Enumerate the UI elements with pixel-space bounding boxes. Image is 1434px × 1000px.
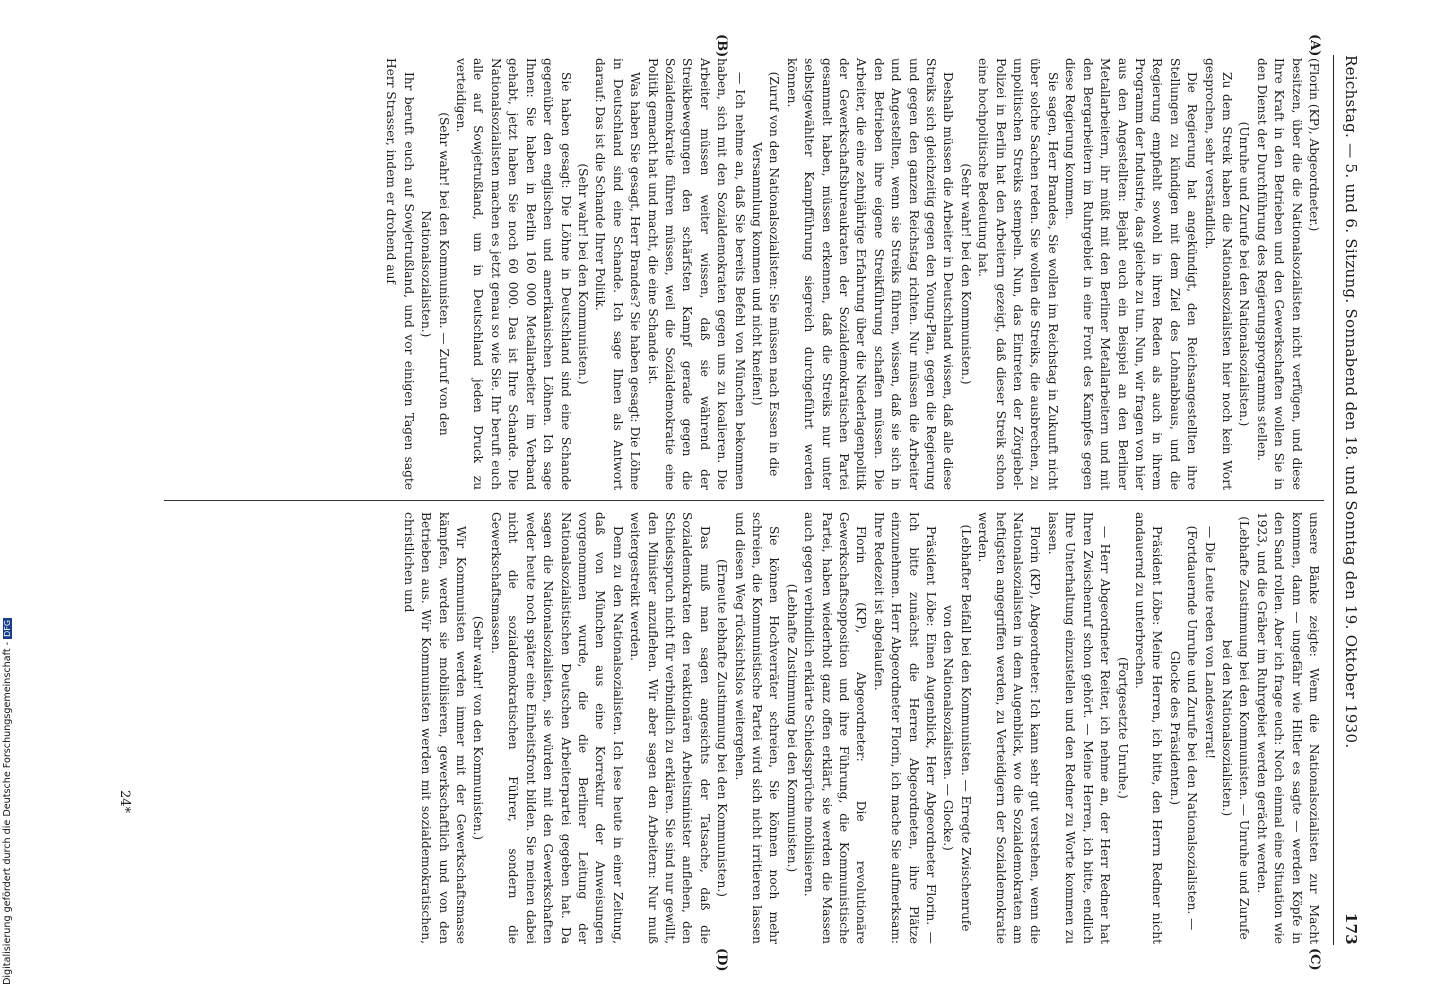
signature-mark: 24* <box>117 790 132 814</box>
paragraph: Sie können Hochverräter schreien, Sie können noch mehr schreien, die Kommunistische Partei wird sich nicht irritieren lassen und diesen Weg rücksichtslos weitergehen. <box>732 512 782 944</box>
paragraph: Das muß man sagen angesichts der Tatsache, daß die Sozialdemokraten den reaktionären Arbeitsminister anflehen, den Schiedsspruch nicht für verbindlich zu erklären. Sie sind nur gewillt, den Minister anzuflehen. Wir aber sagen den Arbeitern: Nur muß weitergestreikt werden. <box>628 512 712 944</box>
interjection: (Unruhe und Zurufe bei den Nationalsozialisten.) <box>1237 121 1252 427</box>
paragraph: Wir Kommunisten werden immer mit der Gewerkschaftsmasse kämpfen, werden sie mobilisieren, gewerkschaftlich und von den Betrieben aus. Wir Kommunisten werden mit sozialdemokratischen, christlichen und <box>401 512 469 944</box>
paragraph: Deshalb müssen die Arbeiter in Deutschland wissen, daß alle diese Streiks sich gleichzeitig gegen den Young-Plan, gegen die Regierung und gegen den ganzen Reichstag richten. Nur müssen die Arbeiter und Angestellten, wenn sie Streiks führen, wissen, daß sie sich in den Betrieben ihre eigene Streikführung schaffen müssen. Die Arbeiter, die eine zehnjährige Erfahrung über die Niederlagenpolitik der Gewerkschaftsbureaukraten der Sozialdemokratischen Partei gesammelt haben, müssen erkennen, daß die Streiks nur unter selbstgewählter Kampfführung siegreich durchgeführt werden können. <box>784 58 956 490</box>
interjection: (Lebhafter Beifall bei den Kommunisten. — Erregte Zwischenrufe von den Nationalsozialisten. — Glocke.) <box>941 524 973 932</box>
paragraph: Was haben Sie gesagt, Herr Brandes? Sie haben gesagt: Die Löhne in Deutschland sind eine Schande. Ich sage Ihnen als Antwort darauf: Das ist die Schande Ihrer Politik. <box>593 58 643 490</box>
left-column <box>382 58 1322 490</box>
interjection: (Sehr wahr! bei den Kommunisten. — Zuruf von den Nationalsozialisten.) <box>419 112 451 436</box>
paragraph: Denn zu den Nationalsozialisten. Ich lese heute in einer Zeitung, daß von München aus eine Korrektur der Anweisungen vorgenommen wurde, die die Berliner Leitung der Nationalsozialistischen Deutschen Arbeiterpartei gegeben hat. Da sagen die Nationalsozialisten, sie würden mit den Gewerkschaften weder heute noch später eine Einheitsfront bilden. Sie meinen dabei nicht die sozialdemokratischen Führer, sondern die Gewerkschaftsmassen. <box>488 512 625 944</box>
margin-letter-d: (D) <box>714 948 729 972</box>
column-divider <box>164 500 1324 501</box>
page-header <box>1336 55 1364 945</box>
interjection: (Lebhafte Zustimmung bei den Kommunisten. — Unruhe und Zurufe bei den Nationalsozialisten.) <box>1219 516 1252 940</box>
interjection: (Sehr wahr! von den Kommunisten.) <box>471 615 486 841</box>
interjection: (Fortdauernde Unruhe und Zurufe bei den Nationalsozialisten. — Glocke des Präsidenten.) <box>1167 525 1200 931</box>
interjection: (Erneute lebhafte Zustimmung bei den Kommunisten.) <box>715 559 730 897</box>
speaker-paragraph: Präsident Löbe: Meine Herren, ich bitte, den Herrn Redner nicht andauernd zu unterbrechen. <box>1132 512 1165 944</box>
paragraph: Ihr beruft euch auf Sowjetrußland, und vor einigen Tagen sagte Herr Strasser, indem er drohend auf <box>384 58 416 490</box>
digitization-text <box>2 618 13 985</box>
paragraph: besitzen, über die die Nationalsozialisten nicht verfügen, und diese Ihre Kraft in den Betrieben und den Gewerkschaften wollen Sie in den Dienst der Durchführung des Regierungsprogramms stellen. <box>1254 58 1304 490</box>
interjection: (Fortgesetzte Unruhe.) <box>1115 657 1130 799</box>
speaker-paragraph: Florin (KP), Abgeordneter: Die revolutionäre Gewerkschaftsopposition und ihre Führung, die Kommunistische Partei, haben wiederholt ganz offen erklärt, sie werden die Massen auch gegen verbindlich erklärte Schiedssprüche mobilisieren. <box>802 512 869 944</box>
speaker-paragraph: Präsident Löbe: Einen Augenblick, Herr Abgeordneter Florin. — Ich bitte zunächst die Herren Abgeordneten, ihre Plätze einzunehmen. Herr Abgeordneter Florin, ich mache Sie aufmerksam: Ihre Redezeit ist abgelaufen. <box>871 512 939 944</box>
margin-letter-b: (B) <box>714 34 729 58</box>
header-rule <box>1333 55 1334 945</box>
margin-letter-a: (A) <box>1307 34 1322 57</box>
running-title: Reichstag. — 5. und 6. Sitzung. Sonnabend den 18. und Sonntag den 19. Oktober 1930. <box>1342 55 1360 749</box>
interjection: (Lebhafte Zustimmung bei den Kommunisten.) <box>784 583 799 873</box>
paragraph: — Herr Abgeordneter Reiter, ich nehme an, der Herr Redner hat Ihren Zwischenruf schon gehört. — Meine Herren, ich bitte, endlich Ihre Unterhaltung einzustellen und den Redner zu Worte kommen zu lassen. <box>1045 512 1113 944</box>
right-column <box>399 512 1322 944</box>
paragraph: Sie haben gesagt: Die Löhne in Deutschland sind eine Schande gegenüber den englischen und amerikanischen Löhnen. Ich sage Ihnen: Sie haben in Berlin 160 000 Metallarbeiter im Verband gehabt, jetzt haben Sie noch 60 000. Das ist Ihre Schande. Die Nationalsozialisten machen es jetzt genau so wie Sie. Ihr beruft euch alle auf Sowjetrußland, um in Deutschland jeden Druck zu verteidigen. <box>454 58 573 490</box>
sidebar-text: Digitalisierung gefördert durch die Deutsche Forschungsgemeinschaft - <box>2 641 13 985</box>
paragraph: Zu dem Streik haben die Nationalsozialisten hier noch kein Wort gesprochen, sehr verständlich. <box>1202 58 1234 490</box>
dfg-logo: DFG <box>3 619 12 637</box>
speaker-paragraph: Florin (KP), Abgeordneter: Ich kann sehr gut verstehen, wenn die Nationalsozialisten in dem Augenblick, wo die Sozialdemokraten am heftigsten angegriffen werden, zu Verteidigern der Sozialdemokratie werden. <box>976 512 1043 944</box>
margin-letter-c: (C) <box>1307 948 1322 971</box>
paragraph: — Die Leute reden von Landesverrat! <box>1202 526 1217 759</box>
paragraph: Die Regierung hat angekündigt, den Reichsangestellten ihre Stellungen zu kündigen mit dem Ziel des Lohnabbaus, und die Regierung empfiehlt sowohl in ihren Reden als auch in ihrem Programm der Industrie, das gleiche zu tun. Nun, wir fragen von hier aus den Angestellten: Bejaht euch ein Beispiel an den Berliner Metallarbeitern, ihr müßt mit den Berliner Metallarbeitern und mit den Bergarbeitern im Ruhrgebiet in eine Front des Kampfes gegen diese Regierung kommen. <box>1063 58 1200 490</box>
page-number: 173 <box>1342 912 1360 945</box>
interjection: (Sehr wahr! bei den Kommunisten.) <box>575 163 590 385</box>
paragraph: unsere Bänke zeigte: Wenn die Nationalsozialisten zur Macht kommen, dann — ungefähr wie Hitler es sagte — werden Köpfe in den Sand rollen. Aber ich frage euch: Noch einmal eine Situation wie 1923, und die Gräber im Ruhrgebiet werden gerächt werden. <box>1254 512 1321 944</box>
paragraph: — Ich nehme an, daß Sie bereits Befehl von München bekommen haben, sich mit den Sozialdemokraten gegen uns zu koalieren. Die Arbeiter müssen weiter wissen, daß sie während der Streikbewegungen den schärfsten Kampf gerade gegen die Sozialdemokratie führen müssen, weil die Sozialdemokratie eine Politik gemacht hat und macht, die eine Schande ist. <box>645 58 747 490</box>
interjection: (Sehr wahr! bei den Kommunisten.) <box>958 163 973 385</box>
interjection: (Zuruf von den Nationalsozialisten: Sie müssen nach Essen in die Versammlung kommen und nicht kneifen!) <box>750 71 782 477</box>
paragraph: Sie sagen, Herr Brandes, Sie wollen im Reichstag in Zukunft nicht über solche Sachen reden. Sie wollen die Streiks, die ausbrechen, zu unpolitischen Streiks stempeln. Nun, das Eintreten der Zörgiebel-Polizei in Berlin hat den Arbeitern gezeigt, daß dieser Streik schon eine hochpolitische Bedeutung hat. <box>976 58 1060 490</box>
digitization-notice <box>0 0 16 1000</box>
paragraph: (Florin (KP), Abgeordneter.) <box>1307 58 1321 232</box>
